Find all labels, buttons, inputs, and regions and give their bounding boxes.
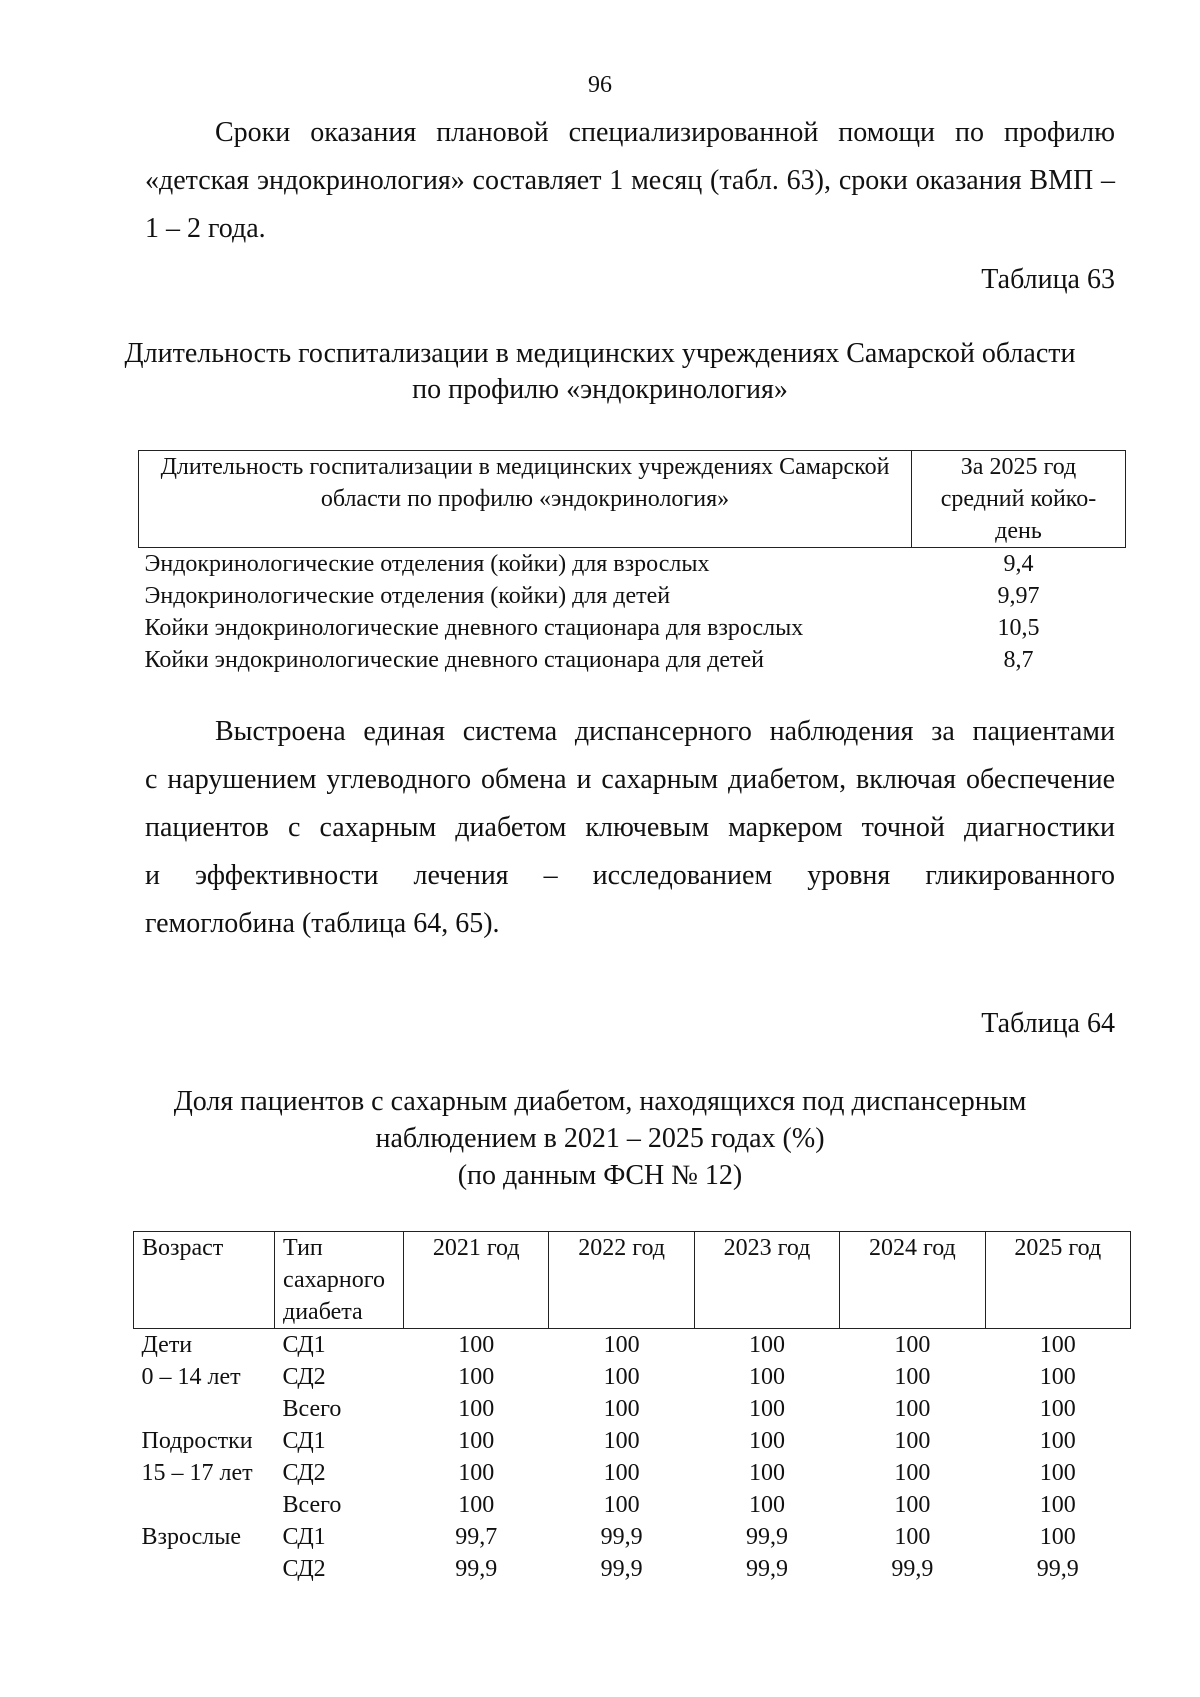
cell-type: СД1 <box>282 1332 326 1358</box>
cell-value: 100 <box>458 1364 495 1390</box>
cell-type: СД1 <box>282 1428 326 1454</box>
intro-line: 1 – 2 года. <box>145 213 266 244</box>
cell-age: Подростки <box>141 1428 253 1454</box>
cell-value: 100 <box>1039 1492 1076 1518</box>
cell-value: 100 <box>894 1524 931 1550</box>
cell-value: 100 <box>458 1492 495 1518</box>
cell-value: 100 <box>1039 1524 1076 1550</box>
cell-value: 100 <box>458 1396 495 1422</box>
table-row <box>134 1425 1131 1457</box>
table-row <box>139 644 1126 676</box>
cell-value: 100 <box>458 1428 495 1454</box>
table64-title-line: наблюдением в 2021 – 2025 годах (%) <box>375 1123 825 1154</box>
header-type <box>275 1232 404 1329</box>
table64-title-line: Доля пациентов с сахарным диабетом, находящихся под диспансерным <box>173 1086 1027 1117</box>
row-value: 8,7 <box>1003 647 1034 673</box>
cell-value: 100 <box>748 1364 785 1390</box>
table63-header-value <box>912 451 1126 548</box>
cell-type: Всего <box>282 1396 342 1422</box>
cell-value: 100 <box>894 1396 931 1422</box>
header-line: Тип <box>283 1235 323 1261</box>
table-row <box>139 548 1126 581</box>
cell-value: 100 <box>603 1492 640 1518</box>
cell-value: 99,9 <box>891 1556 934 1582</box>
table63-title-line: по профилю «эндокринология» <box>412 374 788 405</box>
page-number: 96 <box>588 72 612 98</box>
table64-header-row <box>134 1232 1131 1329</box>
row-name: Койки эндокринологические дневного стационара для детей <box>144 647 764 673</box>
table-row <box>139 612 1126 644</box>
intro-line: Сроки оказания плановой специализированной помощи по профилю <box>215 117 1115 148</box>
table-row <box>134 1553 1131 1585</box>
cell-age <box>134 1489 275 1521</box>
table-row <box>134 1329 1131 1362</box>
row-name: Койки эндокринологические дневного стационара для взрослых <box>144 615 804 641</box>
header-line: области по профилю «эндокринология» <box>320 486 730 512</box>
table63 <box>138 450 1126 676</box>
table63-header-row <box>139 451 1126 548</box>
row-name: Эндокринологические отделения (койки) для детей <box>144 583 671 609</box>
table63-title <box>0 336 1200 408</box>
row-name: Эндокринологические отделения (койки) для взрослых <box>144 551 710 577</box>
header-line: средний койко- <box>940 486 1097 512</box>
cell-value: 99,9 <box>745 1524 788 1550</box>
cell-value: 100 <box>894 1460 931 1486</box>
header-line: диабета <box>283 1299 363 1325</box>
cell-value: 99,7 <box>455 1524 498 1550</box>
header-year: 2024 год <box>840 1232 985 1329</box>
cell-value: 100 <box>1039 1460 1076 1486</box>
cell-age: Взрослые <box>141 1524 241 1550</box>
header-line: день <box>995 518 1042 544</box>
body-line: пациентов с сахарным диабетом ключевым маркером точной диагностики <box>145 812 1115 843</box>
table-row <box>134 1521 1131 1553</box>
cell-value: 100 <box>894 1364 931 1390</box>
table-row <box>134 1361 1131 1393</box>
cell-value: 100 <box>894 1428 931 1454</box>
body-line: Выстроена единая система диспансерного наблюдения за пациентами <box>215 716 1115 747</box>
cell-type: СД2 <box>282 1460 326 1486</box>
header-line: За 2025 год <box>960 454 1077 480</box>
cell-value: 100 <box>748 1492 785 1518</box>
cell-value: 100 <box>603 1428 640 1454</box>
table-row <box>139 580 1126 612</box>
table-row <box>134 1457 1131 1489</box>
cell-age: 0 – 14 лет <box>141 1364 241 1390</box>
row-value: 9,4 <box>1003 551 1034 577</box>
cell-value: 99,9 <box>745 1556 788 1582</box>
cell-type: Всего <box>282 1492 342 1518</box>
header-age: Возраст <box>134 1232 275 1329</box>
table-row <box>134 1393 1131 1425</box>
table63-title-line: Длительность госпитализации в медицинских учреждениях Самарской области <box>124 338 1076 369</box>
table63-header-name <box>139 451 912 548</box>
row-value: 9,97 <box>997 583 1040 609</box>
cell-value: 99,9 <box>600 1524 643 1550</box>
cell-value: 100 <box>603 1396 640 1422</box>
header-year: 2021 год <box>404 1232 549 1329</box>
table-row <box>134 1489 1131 1521</box>
cell-value: 100 <box>603 1364 640 1390</box>
cell-value: 100 <box>1039 1428 1076 1454</box>
cell-age <box>134 1553 275 1585</box>
cell-age: Дети <box>141 1332 193 1358</box>
cell-value: 100 <box>1039 1396 1076 1422</box>
row-value: 10,5 <box>997 615 1040 641</box>
body-line: и эффективности лечения – исследованием уровня гликированного <box>145 860 1115 891</box>
cell-value: 100 <box>748 1396 785 1422</box>
cell-value: 100 <box>748 1460 785 1486</box>
cell-value: 100 <box>748 1428 785 1454</box>
table64-title <box>0 1083 1200 1194</box>
cell-type: СД2 <box>282 1556 326 1582</box>
cell-type: СД1 <box>282 1524 326 1550</box>
header-year: 2022 год <box>549 1232 694 1329</box>
cell-value: 100 <box>1039 1332 1076 1358</box>
cell-age: 15 – 17 лет <box>141 1460 253 1486</box>
body-line: гемоглобина (таблица 64, 65). <box>145 908 500 939</box>
cell-value: 100 <box>1039 1364 1076 1390</box>
body-line: с нарушением углеводного обмена и сахарным диабетом, включая обеспечение <box>145 764 1115 795</box>
header-line: сахарного <box>283 1267 386 1293</box>
table64-title-line: (по данным ФСН № 12) <box>457 1160 743 1191</box>
table64-label: Таблица 64 <box>981 1008 1115 1039</box>
cell-value: 99,9 <box>455 1556 498 1582</box>
cell-value: 99,9 <box>1036 1556 1079 1582</box>
table64 <box>133 1231 1131 1585</box>
cell-value: 100 <box>603 1332 640 1358</box>
cell-type: СД2 <box>282 1364 326 1390</box>
intro-line: «детская эндокринология» составляет 1 месяц (табл. 63), сроки оказания ВМП – <box>145 165 1115 196</box>
header-year: 2023 год <box>694 1232 839 1329</box>
cell-value: 99,9 <box>600 1556 643 1582</box>
header-year: 2025 год <box>985 1232 1130 1329</box>
table63-label: Таблица 63 <box>981 264 1115 295</box>
cell-value: 100 <box>603 1460 640 1486</box>
cell-value: 100 <box>894 1492 931 1518</box>
cell-age <box>134 1393 275 1425</box>
cell-value: 100 <box>748 1332 785 1358</box>
cell-value: 100 <box>894 1332 931 1358</box>
header-line: Длительность госпитализации в медицинских учреждениях Самарской <box>160 454 890 480</box>
cell-value: 100 <box>458 1460 495 1486</box>
cell-value: 100 <box>458 1332 495 1358</box>
